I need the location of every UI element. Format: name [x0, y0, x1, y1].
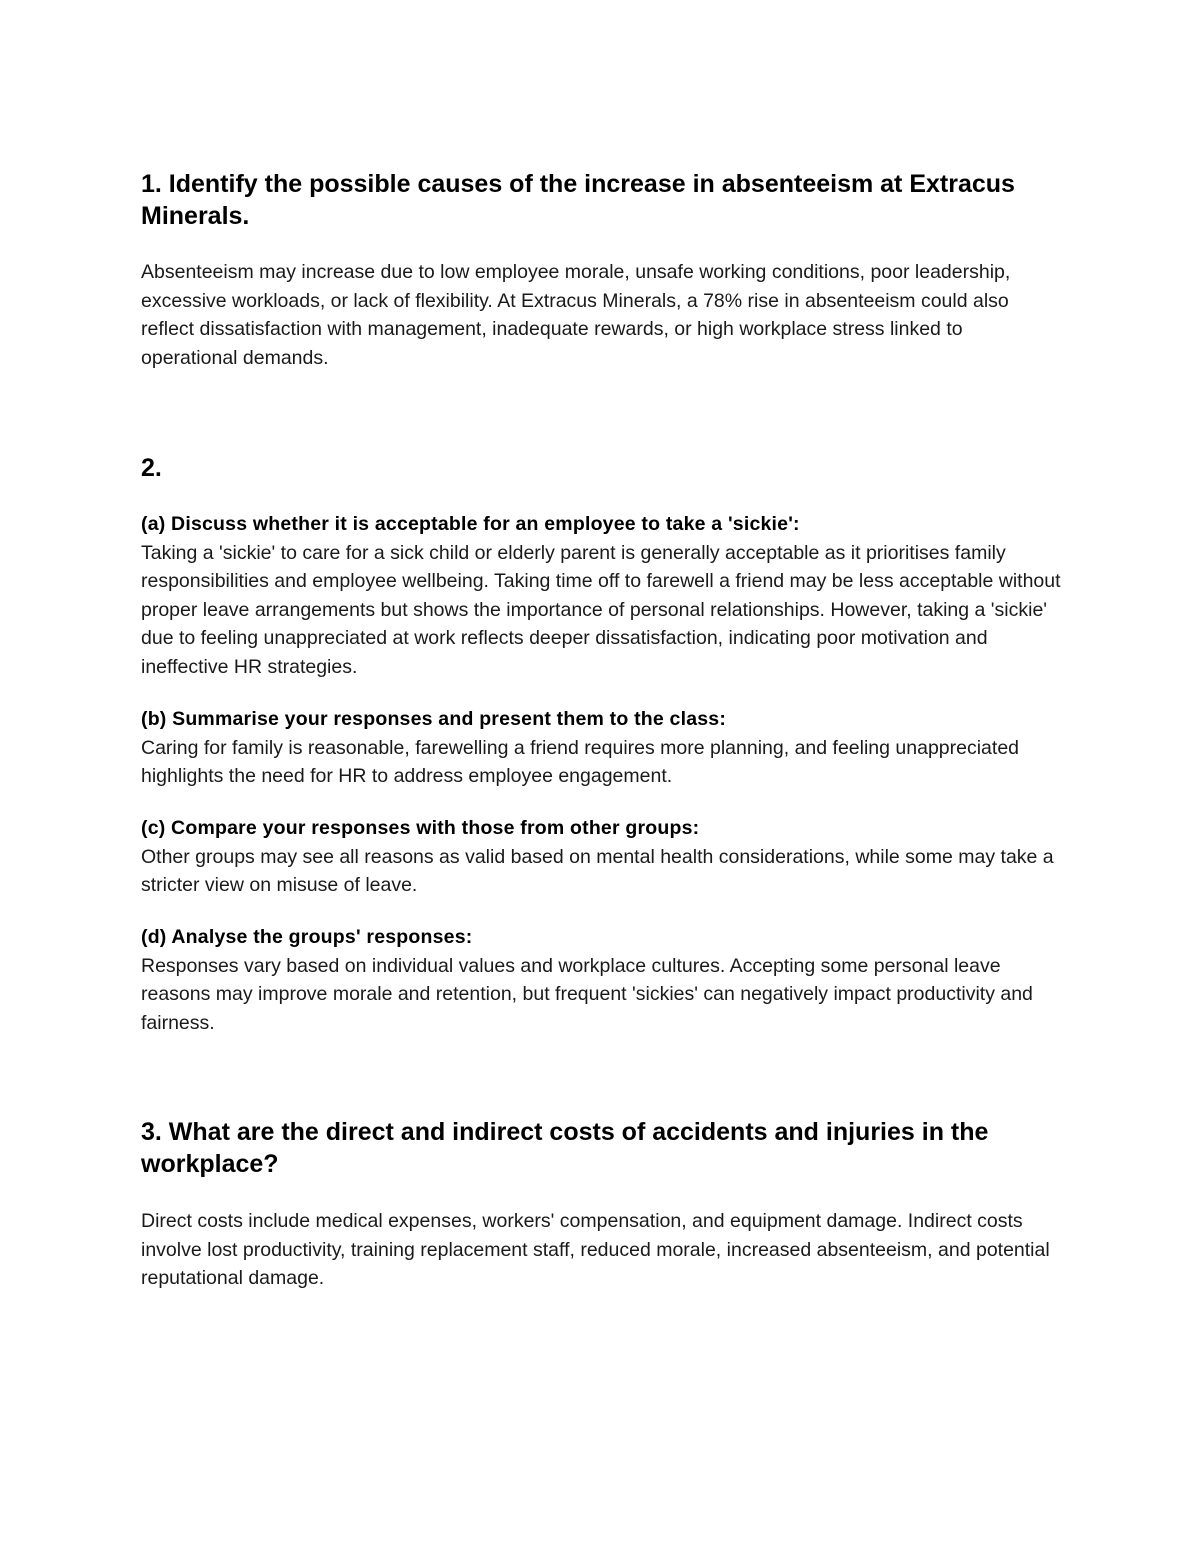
question-2d: [141, 923, 1061, 1037]
question-2: [141, 452, 1061, 484]
question-3-heading: 3. What are the direct and indirect costs of accidents and injuries in the workplace?: [141, 1118, 989, 1178]
question-2d-label: (d) Analyse the groups' responses:: [141, 926, 473, 948]
question-2a-answer: Taking a 'sickie' to care for a sick child or elderly parent is generally acceptable as it prioritises family responsibilities and employee wellbeing. Taking time off to farewell a friend may be less acceptable without proper leave arrangements but shows the importance of personal relationships. However, taking a 'sickie' due to feeling unappreciated at work reflects deeper dissatisfaction, indicating poor motivation and ineffective HR strategies.: [141, 541, 1061, 678]
question-1-heading: 1. Identify the possible causes of the increase in absenteeism at Extracus Minerals.: [141, 170, 1015, 230]
question-2d-answer: Responses vary based on individual values and workplace cultures. Accepting some personal leave reasons may improve morale and retention, but frequent 'sickies' can negatively impact productivity and fairness.: [141, 954, 1033, 1034]
question-3-answer: Direct costs include medical expenses, workers' compensation, and equipment damage. Indirect costs involve lost productivity, training replacement staff, reduced morale, increased absenteeism, and potential reputational damage.: [141, 1210, 1050, 1290]
question-2b: [141, 705, 1061, 791]
question-3: [141, 1116, 1061, 1180]
question-2b-label: (b) Summarise your responses and present them to the class:: [141, 708, 727, 730]
question-1-answer: Absenteeism may increase due to low employee morale, unsafe working conditions, poor leadership, excessive workloads, or lack of flexibility. At Extracus Minerals, a 78% rise in absenteeism could also reflect dissatisfaction with management, inadequate rewards, or high workplace stress linked to operational demands.: [141, 261, 1011, 369]
question-1-answer-block: [141, 258, 1061, 372]
question-2a-label: (a) Discuss whether it is acceptable for an employee to take a 'sickie':: [141, 513, 800, 535]
question-1: [141, 168, 1061, 232]
question-2c-label: (c) Compare your responses with those from other groups:: [141, 817, 700, 839]
question-2c-answer: Other groups may see all reasons as valid based on mental health considerations, while some may take a stricter view on misuse of leave.: [141, 845, 1054, 897]
question-2-heading: 2.: [141, 454, 162, 482]
question-2a: [141, 510, 1061, 682]
question-3-answer-block: [141, 1207, 1061, 1293]
question-2b-answer: Caring for family is reasonable, farewelling a friend requires more planning, and feeling unappreciated highlights the need for HR to address employee engagement.: [141, 736, 1020, 788]
question-2c: [141, 814, 1061, 900]
